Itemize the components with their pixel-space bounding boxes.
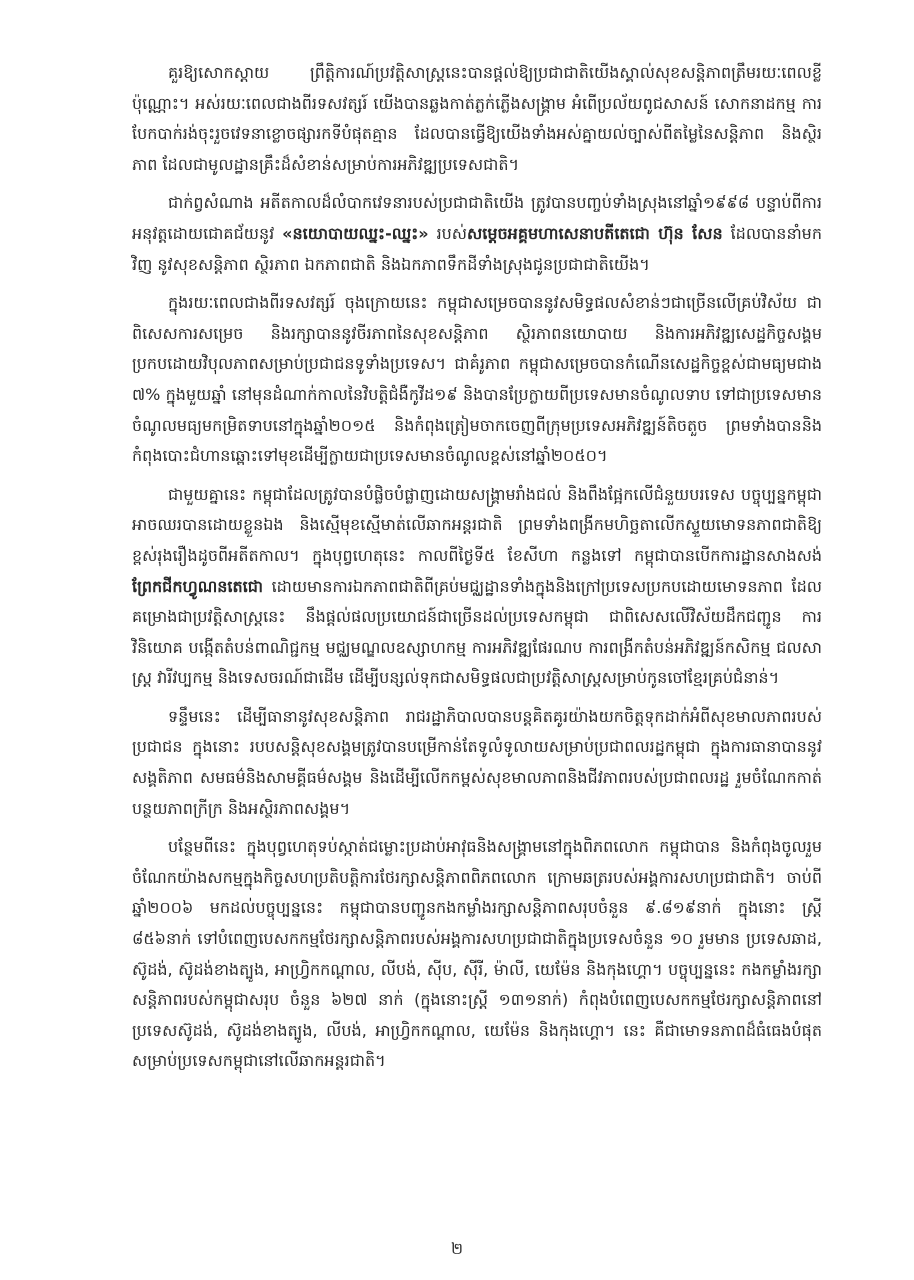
- bold-policy-name: «នយោបាយឈ្នះ-ឈ្នះ»: [282, 223, 429, 243]
- paragraph: [132, 480, 822, 694]
- page-number: ២: [450, 1239, 464, 1258]
- bold-person-name: សម្ដេចអគ្គមហាសេនាបតីតេជោ ហ៊ុន សែន: [467, 223, 723, 243]
- paragraph-text: ទន្ទឹមនេះ ដើម្បីធានានូវសុខសន្តិភាព រាជរដ្ឋាភិបាលបានបន្តគិតគូរយ៉ាងយកចិត្តទុកដាក់អំពីសុខមាលភាពរបស់ប្រជាជន ក្នុងនោះ របបសន្តិសុខសង្គមត្រូវបានបម្រើកាន់តែទូលំទូលាយសម្រាប់ប្រជាពលរដ្ឋកម្ពុជា ក្នុងការធានាបាននូវសង្គតិភាព សមធម៌និងសាមគ្គីធម៌សង្គម និងដើម្បីលើកកម្ពស់សុខមាលភាពនិងជីវភាពរបស់ប្រជាពលរដ្ឋ រួមចំណែកកាត់បន្ថយភាពក្រីក្រ និងអស្ថិរភាពសង្គម។: [132, 706, 822, 818]
- paragraph: [132, 58, 822, 180]
- paragraph: [132, 288, 822, 472]
- document-body: [132, 58, 822, 1077]
- paragraph: [132, 188, 822, 280]
- paragraph-text: ក្នុងរយៈពេលជាងពីរទសវត្សរ៍ ចុងក្រោយនេះ កម្ពុជាសម្រេចបាននូវសមិទ្ធផលសំខាន់ៗជាច្រើនលើគ្រប់វិស័យ ជាពិសេសការសម្រេច និងរក្សាបាននូវចីរភាពនៃសុខសន្តិភាព ស្ថិរភាពនយោបាយ និងការអភិវឌ្ឍសេដ្ឋកិច្ចសង្គម ប្រកបដោយវិបុលភាពសម្រាប់ប្រជាជនទូទាំងប្រទេស។ ជាគំរូភាព កម្ពុជាសម្រេចបានកំណើនសេដ្ឋកិច្ចខ្ពស់ជាមធ្យមជាង ៧% ក្នុងមួយឆ្នាំ នៅមុនដំណាក់កាលនៃវិបត្តិជំងឺកូវីដ១៩ និងបានប្រែក្លាយពីប្រទេសមានចំណូលទាប ទៅជាប្រទេសមានចំណូលមធ្យមកម្រិតទាបនៅក្នុងឆ្នាំ២០១៥ និងកំពុងត្រៀមចាកចេញពីក្រុមប្រទេសអភិវឌ្ឍន៍តិចតួច ព្រមទាំងបាននិងកំពុងបោះជំហានឆ្ពោះទៅមុខដើម្បីក្លាយជាប្រទេសមានចំណូលខ្ពស់នៅឆ្នាំ២០៥០។: [132, 293, 822, 466]
- paragraph-text: ជាក់ព្វសំណាង អតីតកាលដ៏លំបាកវេទនារបស់ប្រជាជាតិយើង ត្រូវបានបញ្ចប់ទាំងស្រុងនៅឆ្នាំ១៩៩៨ បន្ទាប់ពីការអនុវត្តដោយជោគជ័យនូវ: [132, 193, 822, 243]
- paragraph-text: គួរឱ្យសោកស្ដាយ ព្រឹត្តិការណ៍ប្រវត្តិសាស្ត្រនេះបានផ្ដល់ឱ្យប្រជាជាតិយើងស្គាល់សុខសន្តិភាពត្រឹមរយៈពេលខ្លីប៉ុណ្ណោះ។ អស់រយៈពេលជាងពីរទសវត្សរ៍ យើងបានឆ្លងកាត់ភ្លក់ភ្លើងសង្គ្រាម អំពើប្រល័យពូជសាសន៍ សោកនាដកម្ម ការបែកបាក់រង់ចុះរួចវេទនាខ្លោចផ្សារកទីបំផុតគ្មាន ដែលបានធ្វើឱ្យយើងទាំងអស់គ្នាយល់ច្បាស់ពីតម្លៃនៃសន្តិភាព និងស្ថិរភាព ដែលជាមូលដ្ឋានគ្រឹះដ៏សំខាន់សម្រាប់ការអភិវឌ្ឍប្រទេសជាតិ។: [132, 63, 822, 174]
- paragraph: [132, 832, 822, 1077]
- paragraph-text: ដែលបាននាំមកវិញ នូវសុខសន្តិភាព ស្ថិរភាព ឯកភាពជាតិ និងឯកភាពទឹកដីទាំងស្រុងជូនប្រជាជាតិយើង។: [132, 223, 822, 274]
- paragraph-text: ដោយមានការឯកភាពជាតិពីគ្រប់មជ្ឈដ្ឋានទាំងក្នុងនិងក្រៅប្រទេសប្រកបដោយមោទនភាព ដែលគម្រោងជាប្រវត្តិសាស្ត្រនេះ នឹងផ្តល់ផលប្រយោជន៍ជាច្រើនដល់ប្រទេសកម្ពុជា ជាពិសេសលើវិស័យដឹកជញ្ជូន ការវិនិយោគ បង្កើតតំបន់ពាណិជ្ជកម្ម មជ្ឈមណ្ឌលឧស្សាហកម្ម ការអភិវឌ្ឍផែរណប ការពង្រីកតំបន់អភិវឌ្ឍន៍កសិកម្ម ជលសាស្ត្រ វារីវប្បកម្ម និងទេសចរណ៍ជាដើម ដើម្បីបន្សល់ទុកជាសមិទ្ធផលជាប្រវត្តិសាស្ត្រសម្រាប់កូនចៅខ្មែរគ្រប់ជំនាន់។: [132, 576, 822, 688]
- paragraph-text: របស់: [428, 223, 468, 243]
- paragraph-text: បន្ថែមពីនេះ ក្នុងបុព្វហេតុទប់ស្កាត់ជម្លោះប្រដាប់អាវុធនិងសង្គ្រាមនៅក្នុងពិភពលោក កម្ពុជាបាន និងកំពុងចូលរួមចំណែកយ៉ាងសកម្មក្នុងកិច្ចសហប្រតិបត្តិការថែរក្សាសន្តិភាពពិភពលោក ក្រោមឆត្ររបស់អង្គការសហប្រជាជាតិ។ ចាប់ពីឆ្នាំ២០០៦ មកដល់បច្ចុប្បន្ននេះ កម្ពុជាបានបញ្ជូនកងកម្លាំងរក្សាសន្តិភាពសរុបចំនួន ៩.៨១៩នាក់ ក្នុងនោះ ស្ត្រី ៨៥៦នាក់ ទៅបំពេញបេសកកម្មថែរក្សាសន្តិភាពរបស់អង្គការសហប្រជាជាតិក្នុងប្រទេសចំនួន ១០ រួមមាន ប្រទេសឆាដ, ស៊ូដង់, ស៊ូដង់ខាងត្បូង, អាហ្វ្រិកកណ្ដាល, លីបង់, ស៊ីប, ស៊ីរី, ម៉ាលី, យេម៉ែន និងកុងហ្គោ។ បច្ចុប្បន្ននេះ កងកម្លាំងរក្សាសន្តិភាពរបស់កម្ពុជាសរុប ចំនួន ៦២៧ នាក់ (ក្នុងនោះស្ត្រី ១៣១នាក់) កំពុងបំពេញបេសកកម្មថែរក្សាសន្តិភាពនៅប្រទេសស៊ូដង់, ស៊ូដង់ខាងត្បូង, លីបង់, អាហ្វ្រិកកណ្ដាល, យេម៉ែន និងកុងហ្គោ។ នេះ គឺជាមោទនភាពដ៏ធំធេងបំផុតសម្រាប់ប្រទេសកម្ពុជានៅលើឆាកអន្តរជាតិ។: [132, 837, 822, 1071]
- paragraph: [132, 702, 822, 824]
- bold-canal-name: ព្រែកជីកហ្វូណនតេជោ: [132, 576, 263, 596]
- paragraph-text: ជាមួយគ្នានេះ កម្ពុជាដែលត្រូវបានបំផ្លិចបំផ្លាញដោយសង្គ្រាមរាំងជល់ និងពឹងផ្អែកលើជំនួយបរទេស បច្ចុប្បន្នកម្ពុជាអាចឈរបានដោយខ្លួនឯង និងស្មើមុខស្មើមាត់លើឆាកអន្តរជាតិ ព្រមទាំងពង្រីកមហិច្ឆតាលើកស្ទួយមោទនភាពជាតិឱ្យខ្ពស់រុងរឿងដូចពីអតីតកាល។ ក្នុងបុព្វហេតុនេះ កាលពីថ្ងៃទី៥ ខែសីហា កន្លងទៅ កម្ពុជាបានបើកការដ្ឋានសាងសង់: [132, 484, 822, 565]
